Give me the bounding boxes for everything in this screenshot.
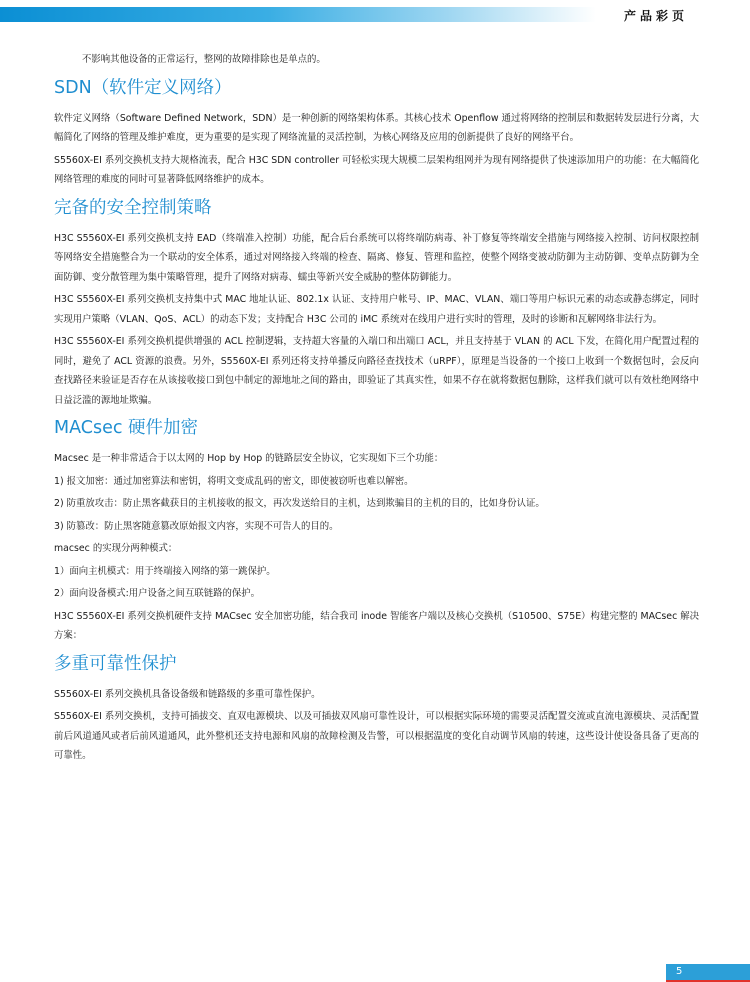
paragraph: 软件定义网络（Software Defined Network，SDN）是一种创新的网络架构体系。其核心技术 Openflow 通过将网络的控制层和数据转发层进行分离，大幅简化了网络的管理及维护难度，更为重要的是实现了网络流量的灵活控制，为核心网络及应用的创新提供了良好的网络平台。 — [54, 112, 699, 143]
paragraph: Macsec 是一种非常适合于以太网的 Hop by Hop 的链路层安全协议，它实现如下三个功能： — [54, 453, 444, 464]
paragraph: H3C S5560X-EI 系列交换机提供增强的 ACL 控制逻辑，支持超大容量的入端口和出端口 ACL，并且支持基于 VLAN 的 ACL 下发，在简化用户配置过程的同时，避免了 ACL 资源的浪费。另外，S5560X-EI 系列还将支持单播反向路径查找技术（uRPF），原理是当设备的一个接口上收到一个数据包时，会反向查找路径来验证是否存在从该接收接口到包中制定的源地址之间的路由，即验证了其真实性，如果不存在就将数据包删除，这样我们就可以有效杜绝网络中日益泛滥的源地址欺骗。 — [54, 336, 699, 406]
paragraph: S5560X-EI 系列交换机，支持可插拔交、直双电源模块、以及可插拔双风扇可靠性设计，可以根据实际环境的需要灵活配置交流或直流电源模块、灵活配置前后风道通风或者后前风道通风，此外整机还支持电源和风扇的故障检测及告警，可以根据温度的变化自动调节风扇的转速，这些设计使设备具备了更高的可靠性。 — [54, 711, 699, 761]
paragraph: H3C S5560X-EI 系列交换机支持集中式 MAC 地址认证、802.1x 认证、支持用户帐号、IP、MAC、VLAN、端口等用户标识元素的动态或静态绑定，同时实现用户策略（VLAN、QoS、ACL）的动态下发；支持配合 H3C 公司的 iMC 系统对在线用户进行实时的管理，及时的诊断和瓦解网络非法行为。 — [54, 294, 699, 325]
paragraph: H3C S5560X-EI 系列交换机支持 EAD（终端准入控制）功能，配合后台系统可以将终端防病毒、补丁修复等终端安全措施与网络接入控制、访问权限控制等网络安全措施整合为一个联动的安全体系，通过对网络接入终端的检查、隔离、修复、管理和监控，使整个网络变被动防御为主动防御、变单点防御为全面防御、变分散管理为集中策略管理，提升了网络对病毒、蠕虫等新兴安全威胁的整体防御能力。 — [54, 232, 699, 283]
intro-paragraph: 不影响其他设备的正常运行，整网的故障排除也是单点的。 — [82, 54, 326, 65]
section-heading-sdn: SDN（软件定义网络） — [54, 77, 232, 98]
paragraph: H3C S5560X-EI 系列交换机硬件支持 MACsec 安全加密功能，结合我司 inode 智能客户端以及核心交换机（S10500、S75E）构建完整的 MACsec 解决方案： — [54, 610, 699, 641]
header-gradient-bar — [0, 7, 596, 22]
section-heading-reliability: 多重可靠性保护 — [54, 653, 177, 674]
page-number: 5 — [676, 966, 683, 977]
paragraph: 2) 防重放攻击：防止黑客截获目的主机接收的报文，再次发送给目的主机，达到欺骗目的主机的目的，比如身份认证。 — [54, 498, 545, 509]
paragraph: 3) 防篡改：防止黑客随意篡改原始报文内容，实现不可告人的目的。 — [54, 520, 339, 532]
section-heading-security: 完备的安全控制策略 — [54, 197, 212, 218]
page-content — [54, 50, 699, 769]
paragraph: S5560X-EI 系列交换机具备设备级和链路级的多重可靠性保护。 — [54, 688, 321, 700]
paragraph: 1) 报文加密：通过加密算法和密钥，将明文变成乱码的密文，即使被窃听也难以解密。 — [54, 475, 414, 487]
paragraph: macsec 的实现分两种模式： — [54, 543, 178, 554]
section-heading-macsec: MACsec 硬件加密 — [54, 418, 199, 438]
paragraph: 2）面向设备模式:用户设备之间互联链路的保护。 — [54, 588, 261, 599]
header-title: 产品彩页 — [624, 9, 689, 23]
paragraph: 1）面向主机模式：用于终端接入网络的第一跳保护。 — [54, 565, 276, 577]
paragraph: S5560X-EI 系列交换机支持大规格流表，配合 H3C SDN controller 可轻松实现大规模二层架构组网并为现有网络提供了快速添加用户的功能：在大幅简化网络管理的难度的同时可显著降低网络维护的成本。 — [54, 154, 699, 185]
